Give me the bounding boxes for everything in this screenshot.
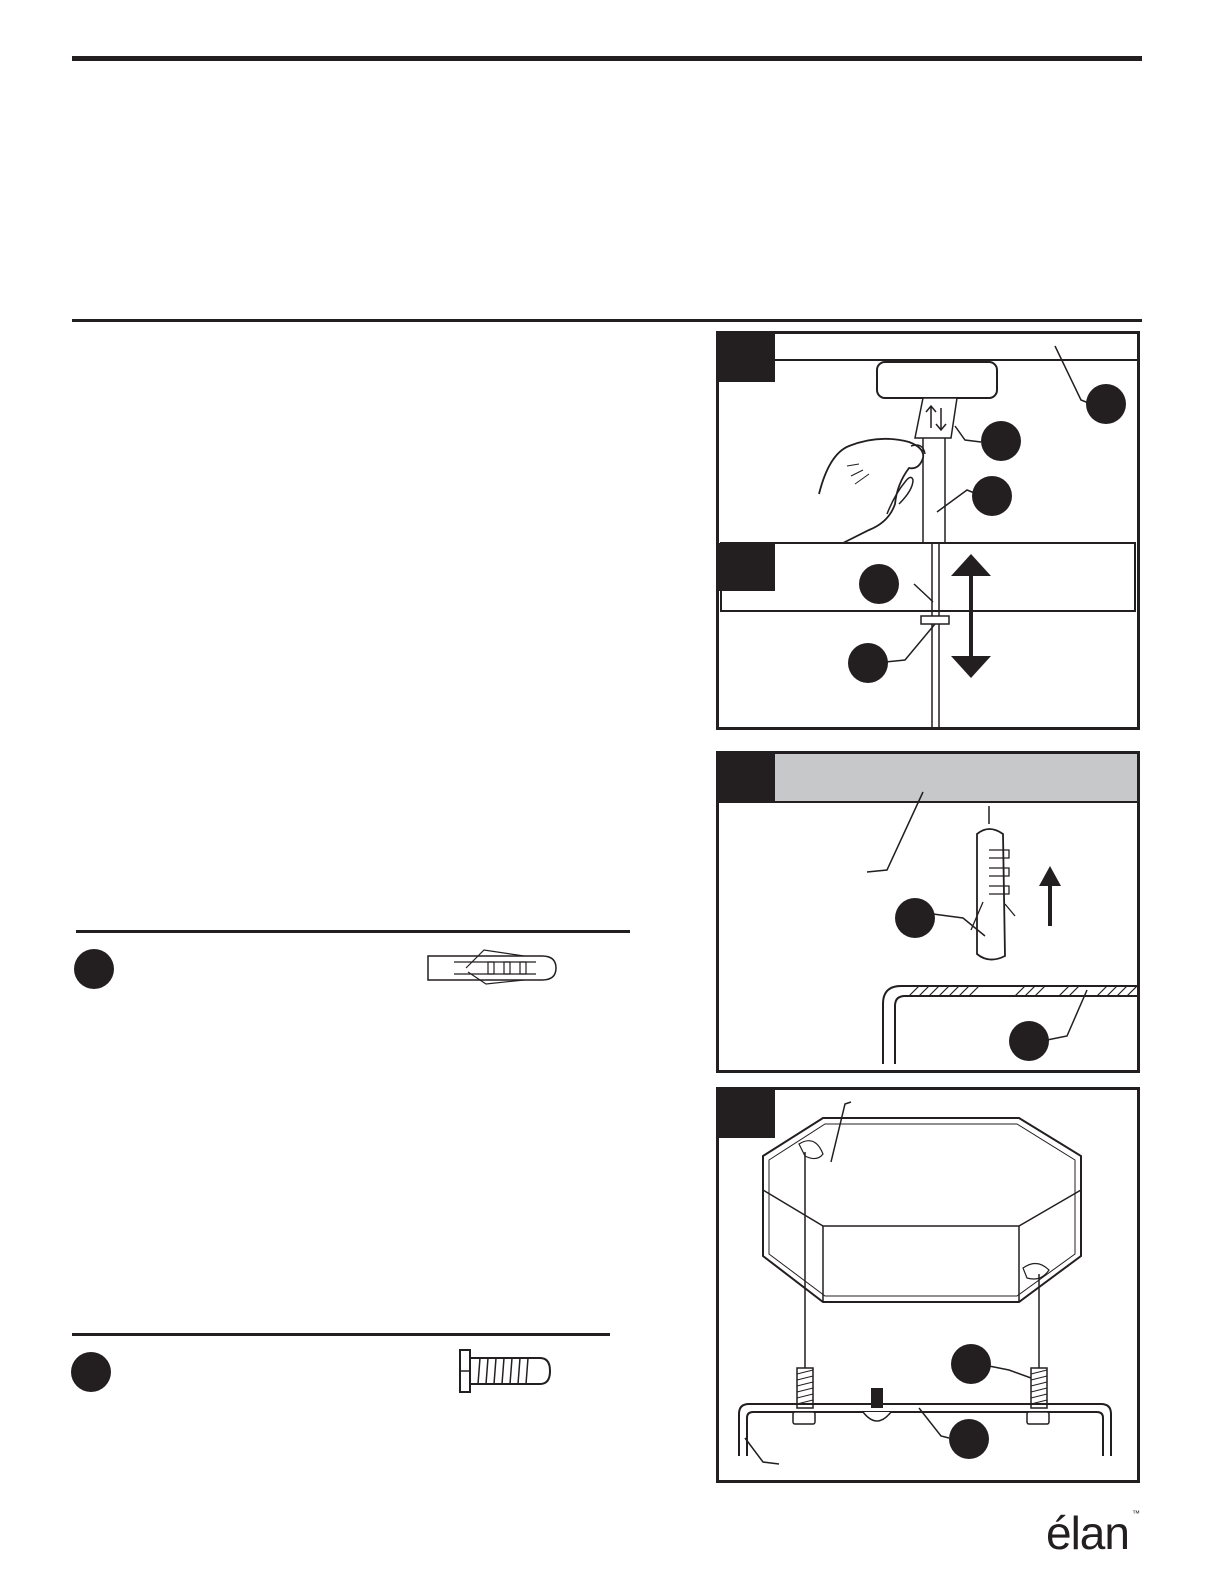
- section-rule: [72, 319, 1142, 322]
- junction-box-mounting-figure: [716, 1087, 1140, 1483]
- height-adjustment-figure: [716, 331, 1140, 730]
- wall-anchor-icon: [424, 948, 564, 988]
- brand-logo: élan: [1046, 1507, 1129, 1559]
- step-tag: [719, 334, 775, 382]
- screw-icon: [456, 1346, 556, 1396]
- part-bullet-anchor: [74, 949, 114, 989]
- top-rule: [72, 56, 1142, 61]
- anchor-installation-figure: [716, 751, 1140, 1073]
- trademark-symbol: ™: [1132, 1509, 1140, 1518]
- part-bullet-screw: [71, 1352, 111, 1392]
- parts-rule-anchor: [76, 930, 630, 933]
- parts-rule-screw: [72, 1333, 610, 1336]
